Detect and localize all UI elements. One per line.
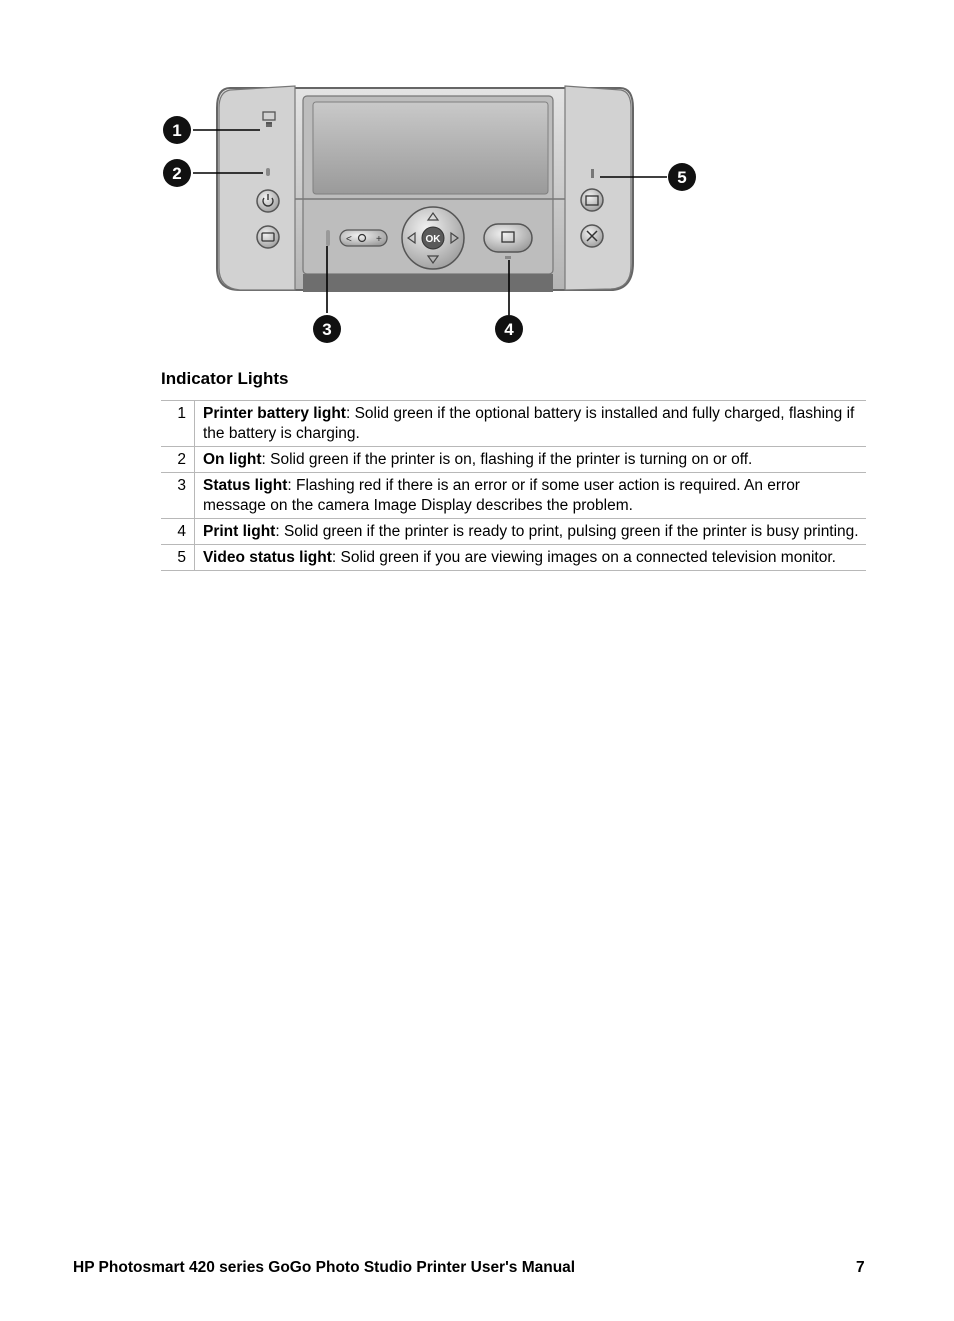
indicator-lights-table bbox=[161, 400, 866, 571]
svg-text:4: 4 bbox=[504, 320, 514, 339]
status-light bbox=[326, 230, 330, 246]
row-term: On light bbox=[203, 451, 262, 468]
section-title: Indicator Lights bbox=[161, 369, 289, 388]
footer-title: HP Photosmart 420 series GoGo Photo Studio Printer User's Manual bbox=[73, 1259, 576, 1276]
row-number: 1 bbox=[161, 401, 195, 447]
table-row bbox=[161, 519, 866, 545]
callout-1 bbox=[163, 116, 191, 144]
video-status-light bbox=[591, 169, 594, 178]
row-text: : Solid green if the optional battery is installed and fully charged, flashing if the battery is charging. bbox=[203, 405, 855, 442]
callout-2 bbox=[163, 159, 191, 187]
row-number: 4 bbox=[161, 519, 195, 545]
row-number: 2 bbox=[161, 447, 195, 473]
row-text: : Solid green if the printer is ready to print, pulsing green if the printer is busy printing. bbox=[275, 523, 859, 540]
page-number: 7 bbox=[856, 1259, 865, 1276]
on-light bbox=[266, 168, 270, 176]
callout-3 bbox=[313, 315, 341, 343]
control-panel-figure bbox=[155, 78, 705, 350]
table-row bbox=[161, 447, 866, 473]
row-description bbox=[195, 473, 867, 519]
printer-battery-light bbox=[266, 124, 272, 127]
svg-text:<: < bbox=[346, 234, 352, 245]
svg-text:1: 1 bbox=[172, 121, 182, 140]
row-text: : Flashing red if there is an error or if some user action is required. An error message on the camera Image Display describes the problem. bbox=[203, 477, 800, 514]
svg-text:5: 5 bbox=[677, 168, 687, 187]
navigation-pad[interactable] bbox=[402, 207, 464, 269]
print-button[interactable] bbox=[484, 224, 532, 252]
svg-text:+: + bbox=[376, 234, 382, 245]
cancel-button[interactable] bbox=[581, 225, 603, 247]
row-text: : Solid green if the printer is on, flashing if the printer is turning on or off. bbox=[261, 451, 753, 468]
row-term: Print light bbox=[203, 523, 276, 540]
row-description bbox=[195, 401, 867, 447]
ok-label: OK bbox=[425, 234, 441, 245]
row-term: Status light bbox=[203, 477, 288, 494]
row-description bbox=[195, 519, 867, 545]
callout-5 bbox=[668, 163, 696, 191]
save-button[interactable] bbox=[257, 226, 279, 248]
row-number: 5 bbox=[161, 545, 195, 571]
row-term: Printer battery light bbox=[203, 405, 346, 422]
zoom-button[interactable] bbox=[340, 230, 387, 246]
row-text: : Solid green if you are viewing images on a connected television monitor. bbox=[331, 549, 836, 566]
svg-text:2: 2 bbox=[172, 164, 182, 183]
row-description bbox=[195, 545, 867, 571]
row-term: Video status light bbox=[203, 549, 332, 566]
table-row bbox=[161, 401, 866, 447]
svg-text:3: 3 bbox=[322, 320, 332, 339]
row-number: 3 bbox=[161, 473, 195, 519]
video-button[interactable] bbox=[581, 189, 603, 211]
table-row bbox=[161, 545, 866, 571]
table-row bbox=[161, 473, 866, 519]
row-description bbox=[195, 447, 867, 473]
callout-4 bbox=[495, 315, 523, 343]
power-button[interactable] bbox=[257, 190, 279, 212]
print-light bbox=[505, 256, 511, 259]
